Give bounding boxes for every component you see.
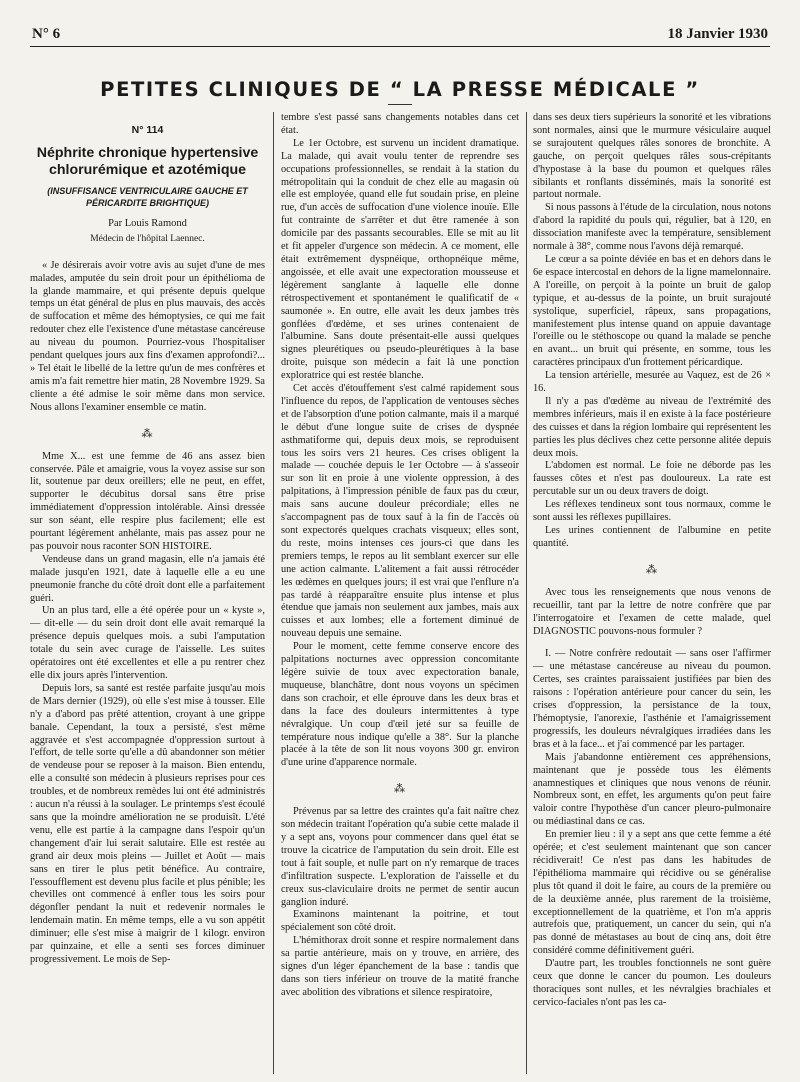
paragraph: Le 1er Octobre, est survenu un incident dramatique. La malade, qui avait voulu tenter de reprendre ses occupations professionnelles, se rendait à la station du métropolitain qui la conduit de chez elle au magasin où elle est employée, quand elle fut soudain prise, en pleine rue, d'un accès de suffocation d'une violence inouïe. Elle fut contrainte de s'arrêter et dut être ramenée à son domicile par des passants secourables. Elle se mit au lit et fit appeler d'urgence son médecin. A ce moment, elle était extrêmement dyspnéique, orthopnéique même, angoissée, et elle avait une expectoration mousseuse et légèrement sanglante à laquelle elle donne rétrospectivement et spontanément le qualificatif de « saumonée ». En outre, elle avait les deux jambes très gonflées d'œdème, et ses urines contenaient de l'albumine. Sans doute présentait-elle aussi quelques signes pleurétiques ou pseudo-pleurétiques à la base droite, puisque son médecin a fait là une ponction exploratrice qui est restée blanche.: [281, 137, 519, 382]
paragraph: Vendeuse dans un grand magasin, elle n'a jamais été malade jusqu'en 1921, date à laquelle elle a eu une pneumonie franche du côté droit dont elle a parfaitement guéri.: [30, 553, 265, 604]
article-number: N° 114: [131, 124, 164, 136]
paragraph: Mais j'abandonne entièrement ces appréhensions, maintenant que je possède tous les éléments anamnestiques et cliniques que nous venons de réunir. Nombreux sont, en effet, les arguments qu'on peut faire valoir contre l'hypothèse d'un cancer pleuro-pulmonaire ou médiastinal dans ce cas.: [533, 751, 771, 828]
column-2: [281, 112, 519, 1074]
paragraph: Le cœur a sa pointe déviée en bas et en dehors dans le 6e espace intercostal en dehors de la ligne mamelonnaire. A l'oreille, on perçoit à la pointe un bruit de galop typique, et au-dessus de la pointe, un bruit surajouté systolique, superficiel, râpeux, sans propagations, manifestement plus intense quand on appuie davantage l'oreille ou le stéthoscope ou quand la malade se penche en avant... un bruit qui présente, en somme, tous les caractères principaux d'un frottement péricardique.: [533, 253, 771, 369]
paragraph: Les urines contiennent de l'albumine en petite quantité.: [533, 525, 771, 549]
column-separator: [526, 112, 527, 1074]
paragraph: En premier lieu : il y a sept ans que cette femme a été opérée; et c'est seulement maintenant que son cancer récidiverait! Ce n'est pas dans les habitudes de l'épithélioma mammaire qui récidive ou se généralise plus tôt quand il doit le faire, au cours de la première ou de la deuxième année, plus rarement de la troisième, exceptionnellement de la quatrième, et l'on m'a appris autrefois que, pratiquement, un cancer du sein, qui n'a pas donné de métastases au bout de cinq ans, doit être considéré comme définitivement guéri.: [533, 829, 771, 957]
paragraph: Un an plus tard, elle a été opérée pour un « kyste », — dit-elle — du sein droit dont elle avait remarqué la présence depuis quelques mois. a subi l'amputation totale du sein avec curage de l'aisselle. Les suites opératoires ont été excellentes et elle a pu rentrer chez elle dix jours après l'intervention.: [30, 605, 265, 681]
paragraph: D'autre part, les troubles fonctionnels ne sont guère ceux que donne le cancer du poumon. Les douleurs thoraciques sont nulles, et les névralgies brachiales et cervico-faciales n'ont pas les ca-: [533, 958, 771, 1008]
paragraph: dans ses deux tiers supérieurs la sonorité et les vibrations sont normales, ainsi que le murmure vésiculaire auquel se surajoutent quelques râles sonores de bronchite. A gauche, on perçoit quelques râles sous-crépitants d'hypostase à la base du poumon et quelques râles sibilants et ronflants disséminés, mais la sonorité est partout normale.: [533, 112, 771, 201]
article-author: Par Louis Ramond: [108, 217, 187, 229]
paragraph: « Je désirerais avoir votre avis au sujet d'une de mes malades, amputée du sein droit pour un épithélioma de la glande mammaire, et qui présente depuis quelque temps un état général de plus en plus mauvais, des accès de suffocation et même des hémoptysies, ce qui me fait redouter chez elle l'existence d'une métastase cancéreuse au niveau du poumon. Pourriez-vous l'hospitaliser pendant quelques jours aux fins d'examen approfondi?... » Tel était le libellé de la lettre qu'un de mes confrères et amis m'a fait remettre hier matin, 28 Novembre 1929. Sa cliente a été admise le soir même dans mon service. Nous allons l'examiner ensemble ce matin.: [30, 259, 265, 413]
issue-number: N° 6: [32, 26, 61, 42]
paragraph: La tension artérielle, mesurée au Vaquez, est de 26 × 16.: [533, 370, 771, 395]
column-1: [30, 112, 265, 1074]
paragraph: Si nous passons à l'étude de la circulation, nous notons d'abord la rapidité du pouls qui, régulier, bat à 120, en dissociation manifeste avec la température, sensiblement normale à 38°, comme nous l'avons déjà remarqué.: [533, 202, 771, 253]
section-separator: ⁂: [394, 783, 406, 796]
paragraph: Pour le moment, cette femme conserve encore des palpitations nocturnes avec oppression concomitante légère suivie de toux avec expectoration banale, muqueuse, blanchâtre, dont nous voyons un spécimen dans son crachoir, et elle éprouve dans les deux bras et dans la face des douleurs intermittentes à type névralgique. Un coup d'œil jeté sur sa feuille de température nous indique qu'elle a 38°. Sur la planche placée à la tête de son lit nous voyons 300 gr. environ d'une urine d'apparence normale.: [281, 641, 519, 769]
column-separator: [273, 112, 274, 1074]
paragraph: Il n'y a pas d'œdème au niveau de l'extrémité des membres inférieurs, mais il en existe à la face postérieure des cuisses et dans la région lombaire qui représentent les parties les plus déclives chez cette personne alitée depuis deux mois.: [533, 395, 771, 459]
article-title: Néphrite chronique hypertensive chlorurémique et azotémique: [36, 144, 259, 178]
paragraph: Avec tous les renseignements que nous venons de recueillir, tant par la lettre de notre confrère que par l'interrogatoire et l'examen de cette malade, quel DIAGNOSTIC pouvons-nous formuler ?: [533, 586, 771, 637]
paragraph: Examinons maintenant la poitrine, et tout spécialement son côté droit.: [281, 909, 519, 934]
issue-date: 18 Janvier 1930: [667, 26, 768, 42]
paragraph: Les réflexes tendineux sont tous normaux, comme le sont aussi les réflexes pupillaires.: [533, 499, 771, 524]
header-rule: [30, 46, 770, 47]
paragraph: Mme X... est une femme de 46 ans assez bien conservée. Pâle et amaigrie, vous la voyez assise sur son lit, soutenue par deux oreillers; elle ne peut, en effet, supporter le décubitus dorsal sans être prise immédiatement d'oppression intolérable. Ainsi dressée sur son séant, elle respire plus facilement; elle est pourtant légèrement anhélante, mais pas assez pour ne pas pouvoir nous raconter SON HISTOIRE.: [30, 450, 265, 552]
masthead-rule: [388, 104, 412, 105]
author-affiliation: Médecin de l'hôpital Laennec.: [90, 233, 205, 244]
paragraph: Prévenus par sa lettre des craintes qu'a fait naître chez son médecin traitant l'opération qu'a subie cette malade il y a sept ans, voyons pour commencer dans quel état se trouve la cicatrice de l'amputation du sein droit. Elle est tout à fait souple, et nulle part on n'y remarque de traces d'infiltration suspecte. L'exploration de l'aisselle et du creux sus-claviculaire droits ne permet de sentir aucun ganglion induré.: [281, 806, 519, 908]
paragraph: I. — Notre confrère redoutait — sans oser l'affirmer — une métastase cancéreuse au niveau du poumon. Certes, ses craintes paraissaient justifiées par bien des raisons : l'opération antérieure pour cancer du sein, les crises d'oppression, la persistance de la toux, l'hémoptysie, l'anorexie, l'asthénie et l'amaigrissement progressifs, les douleurs névralgiques irradiées dans les bras et à la face... et j'ai commencé par les partager.: [533, 648, 771, 750]
section-separator: ⁂: [646, 563, 658, 576]
section-separator: ⁂: [141, 427, 154, 440]
paragraph: L'hémithorax droit sonne et respire normalement dans sa partie antérieure, mais on y trouve, en arrière, des signes d'un léger épanchement de la base : tandis que dans son tiers inférieur on trouve de la matité franche avec abolition des vibrations et silence respiratoire,: [281, 935, 519, 998]
masthead-title: PETITES CLINIQUES DE “ LA PRESSE MÉDICALE ”: [100, 78, 700, 101]
article-subtitle: (INSUFFISANCE VENTRICULAIRE GAUCHE ET PÉRICARDITE BRIGHTIQUE): [47, 185, 248, 209]
paragraph: tembre s'est passé sans changements notables dans cet état.: [281, 112, 519, 136]
paragraph: Depuis lors, sa santé est restée parfaite jusqu'au mois de Mars dernier (1929), où elle s'est mise à tousser. Elle n'y a d'abord pas prêté attention, croyant à une grippe banale. Cependant, la toux a persisté, s'est même aggravée et s'est accompagnée d'oppression surtout à l'effort, de telle sorte qu'elle a dû abandonner son métier de vendeuse pour se reposer à la maison. Bien entendu, elle a consulté son médecin à plusieurs reprises pour ces troubles, et de nombreux remèdes lui ont été administrés : aucun n'a réussi à la soulager. Le printemps s'est écoulé sans que la moindre amélioration ne se produisît. L'été venu, elle est partie à la campagne dans l'espoir qu'un changement d'air lui serait salutaire. Elle est restée au grand air deux mois pleins — Juillet et Août — mais sans en tirer le plus petit bénéfice. Au contraire, l'essoufflement est devenu plus facile et plus pénible; les chevilles ont commencé à enfler tous les soirs pour dégonfler pendant la nuit et redevenir normales le lendemain matin. En même temps, elle a vu son appétit diminuer; elle s'est mise à maigrir de 1 kilogr. environ par quinzaine, et elle a senti ses forces diminuer progressivement. Le mois de Sep-: [30, 682, 265, 965]
paragraph: Cet accès d'étouffement s'est calmé rapidement sous l'influence du repos, de l'application de ventouses sèches et de l'absorption d'une potion calmante, mais il a marqué le début d'une longue suite de crises de dyspnée asthmatiforme qui, depuis deux mois, se reproduisent tous les soirs vers 21 heures. Ces crises obligent la malade — couchée depuis le 1er Octobre — à s'asseoir sur son lit en proie à une violente oppression, à des palpitations, à l'impression pénible de faux pas du cœur, mais sans aucune douleur précordiale; elles ne s'accompagnent pas de toux sauf à la fin de l'accès où sont expectorés quelques crachats visqueux; elles sont, du reste, moins intenses ces jours-ci que dans les premiers temps, le repos au lit semblant exercer sur elle une action calmante. L'alitement a fait aussi rétrocéder les œdèmes en quelques jours; il est vrai que l'enflure n'a pas tardé à réapparaître ensuite plus intense et plus étendue que jamais non seulement aux jambes, mais aux cuisses et aux lombes; elle a fortement diminué de nouveau depuis une semaine.: [281, 383, 519, 640]
column-3: [533, 112, 771, 1074]
paragraph: L'abdomen est normal. Le foie ne déborde pas les fausses côtes et n'est pas douloureux. La rate est percutable sur un ou deux travers de doigt.: [533, 460, 771, 498]
